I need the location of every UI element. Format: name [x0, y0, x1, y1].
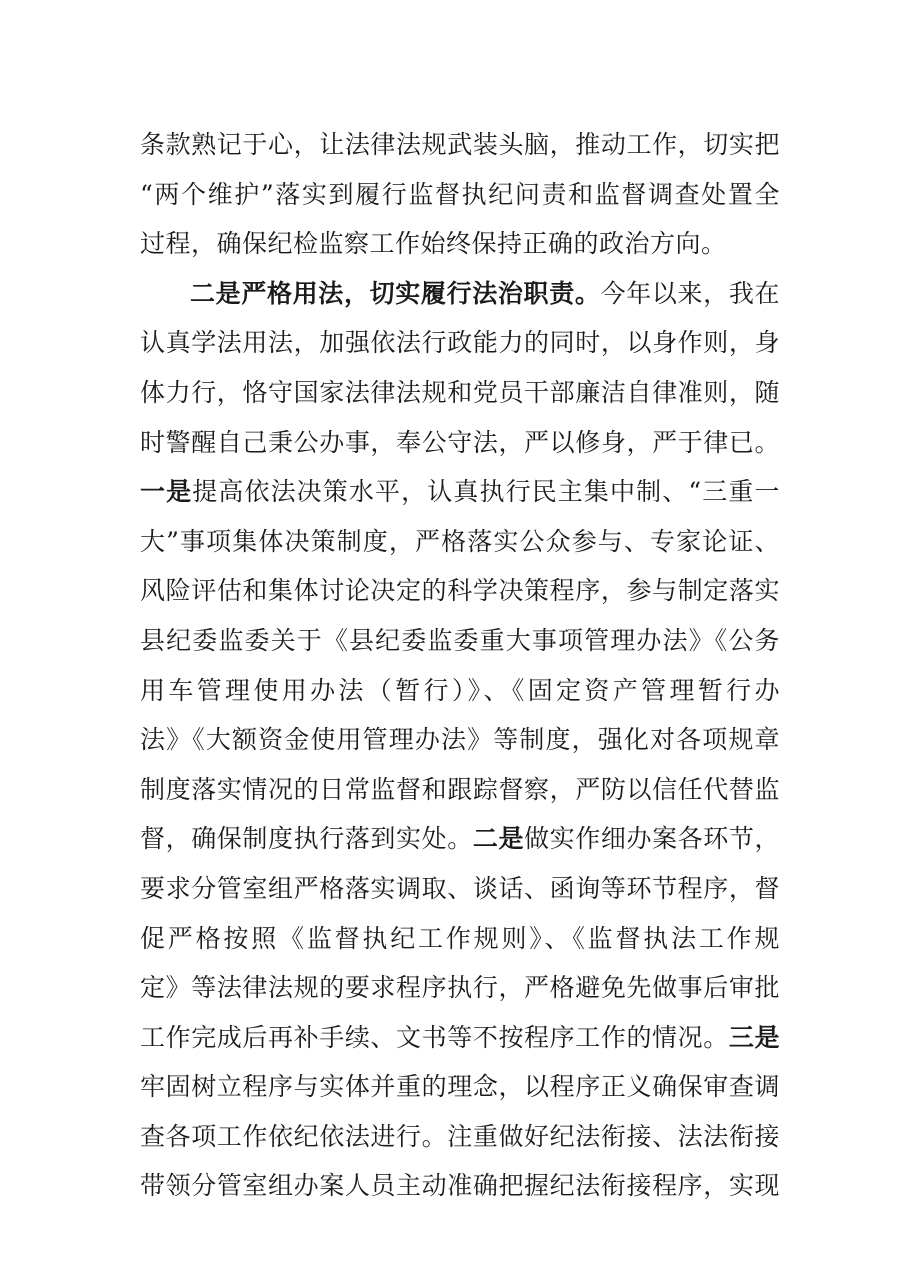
- text-line: 工作完成后再补手续、文书等不按程序工作的情况。三是: [140, 1022, 780, 1052]
- text-line: 县纪委监委关于《县纪委监委重大事项管理办法》《公务: [140, 625, 780, 655]
- text-line: 一是提高依法决策水平，认真执行民主集中制、“三重一: [140, 477, 780, 507]
- text-line: 条款熟记于心，让法律法规武装头脑，推动工作，切实把: [140, 130, 780, 159]
- text-line: 牢固树立程序与实体并重的理念，以程序正义确保审查调: [140, 1072, 780, 1102]
- text-line: 时警醒自己秉公办事，奉公守法，严以修身，严于律已。: [140, 427, 780, 457]
- item-marker-second: 二是: [472, 824, 525, 854]
- text-line: 定》等法律法规的要求程序执行，严格避免先做事后审批: [140, 973, 780, 1003]
- text-line: 促严格按照《监督执纪工作规则》、《监督执法工作规: [140, 923, 780, 953]
- item-marker-first: 一是: [140, 477, 193, 507]
- text-line: 查各项工作依纪依法进行。注重做好纪法衔接、法法衔接: [140, 1121, 780, 1151]
- text-line: 体力行，恪守国家法律法规和党员干部廉洁自律准则，随: [140, 377, 780, 407]
- text-line: 带领分管室组办案人员主动准确把握纪法衔接程序，实现: [140, 1171, 780, 1201]
- text-line: 制度落实情况的日常监督和跟踪督察，严防以信任代替监: [140, 774, 780, 804]
- text-line: 认真学法用法，加强依法行政能力的同时，以身作则，身: [140, 328, 780, 358]
- text-line: 督，确保制度执行落到实处。二是做实作细办案各环节，: [140, 824, 780, 854]
- text-line: 大”事项集体决策制度，严格落实公众参与、专家论证、: [140, 526, 780, 556]
- text-line: 要求分管室组严格落实调取、谈话、函询等环节程序，督: [140, 873, 780, 903]
- paragraph-start-line: 二是严格用法，切实履行法治职责。今年以来，我在: [190, 278, 780, 308]
- text-line: 风险评估和集体讨论决定的科学决策程序，参与制定落实: [140, 576, 780, 606]
- text-line: 法》《大额资金使用管理办法》等制度，强化对各项规章: [140, 725, 780, 755]
- text-line: “两个维护”落实到履行监督执纪问责和监督调查处置全: [140, 179, 780, 209]
- section-heading: 二是严格用法，切实履行法治职责。: [190, 278, 601, 308]
- text-line: 过程，确保纪检监察工作始终保持正确的政治方向。: [140, 229, 727, 259]
- item-marker-third: 三是: [728, 1022, 780, 1052]
- document-body: [140, 120, 780, 1211]
- text-line: 用车管理使用办法（暂行）》、《固定资产管理暂行办: [140, 675, 780, 705]
